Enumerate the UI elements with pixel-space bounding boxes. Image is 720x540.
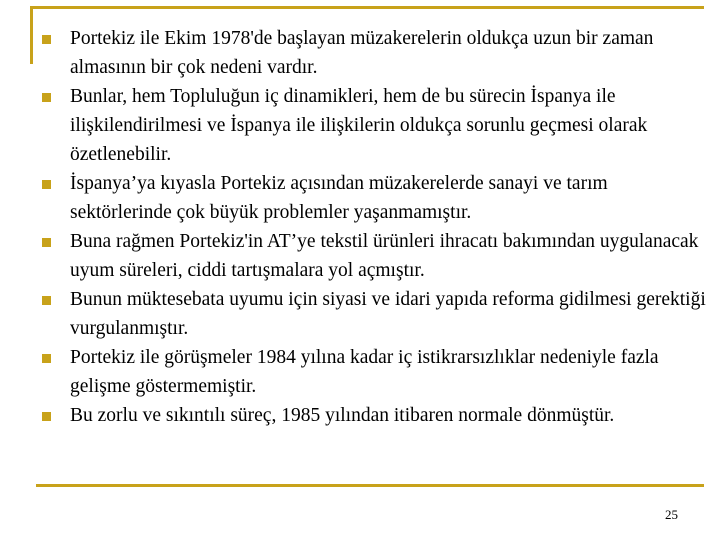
bullet-item — [42, 343, 712, 401]
bullet-text: Bunun müktesebata uyumu için siyasi ve idari yapıda reforma gidilmesi gerektiği vurgulanmıştır. — [70, 289, 706, 339]
left-rule — [30, 6, 33, 64]
square-bullet-icon — [42, 180, 51, 189]
bottom-rule — [36, 484, 704, 487]
bullet-text: Bu zorlu ve sıkıntılı süreç, 1985 yılından itibaren normale dönmüştür. — [70, 405, 615, 426]
square-bullet-icon — [42, 238, 51, 247]
bullet-text: Bunlar, hem Topluluğun iç dinamikleri, hem de bu sürecin İspanya ile ilişkilendirilmesi ve İspanya ile ilişkilerin oldukça sorunlu geçmesi olarak özetlenebilir. — [70, 86, 648, 165]
bullet-item — [42, 169, 712, 227]
bullet-list — [42, 24, 712, 430]
square-bullet-icon — [42, 93, 51, 102]
bullet-text: Portekiz ile görüşmeler 1984 yılına kadar iç istikrarsızlıklar nedeniyle fazla gelişme göstermemiştir. — [70, 347, 659, 397]
bullet-item — [42, 24, 712, 82]
bullet-item — [42, 401, 712, 430]
bullet-text: Portekiz ile Ekim 1978'de başlayan müzakerelerin oldukça uzun bir zaman almasının bir çok nedeni vardır. — [70, 28, 654, 78]
bullet-text: Buna rağmen Portekiz'in AT’ye tekstil ürünleri ihracatı bakımından uygulanacak uyum süreleri, ciddi tartışmalara yol açmıştır. — [70, 231, 699, 281]
square-bullet-icon — [42, 412, 51, 421]
bullet-item — [42, 82, 712, 169]
page-number: 25 — [665, 507, 678, 522]
square-bullet-icon — [42, 354, 51, 363]
square-bullet-icon — [42, 296, 51, 305]
bullet-text: İspanya’ya kıyasla Portekiz açısından müzakerelerde sanayi ve tarım sektörlerinde çok büyük problemler yaşanmamıştır. — [70, 173, 608, 223]
top-rule — [30, 6, 704, 9]
square-bullet-icon — [42, 35, 51, 44]
bullet-item — [42, 285, 712, 343]
bullet-item — [42, 227, 712, 285]
